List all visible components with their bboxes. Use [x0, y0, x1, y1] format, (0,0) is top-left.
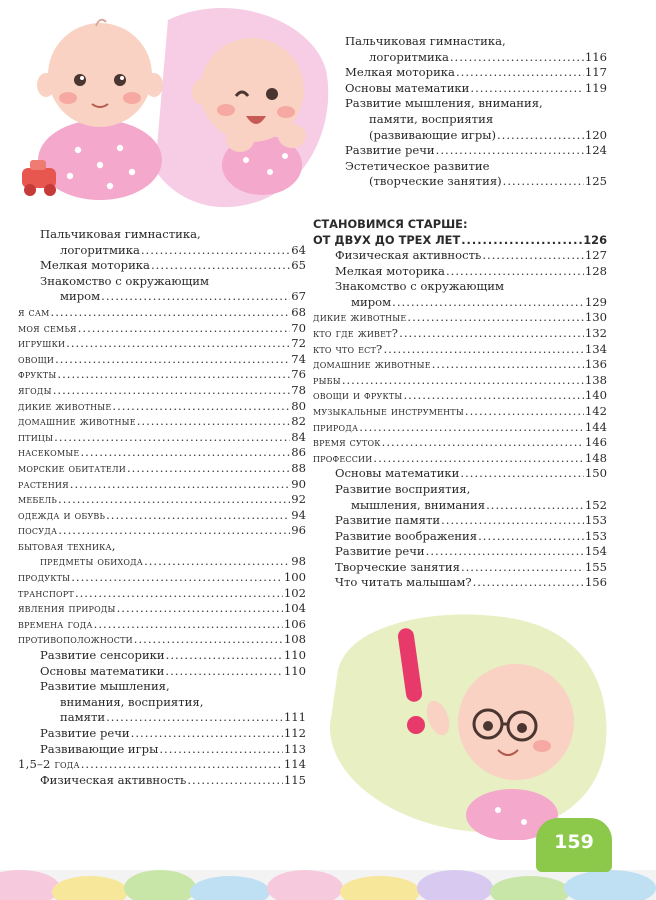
toc-entry [345, 81, 607, 97]
toc-entry-page: 114 [283, 757, 306, 772]
toc-entry-page: 155 [584, 559, 607, 574]
toc-entry-title: одежда и обувь [18, 507, 106, 522]
toc-entry-page: 84 [291, 429, 306, 444]
toc-entry-title: домашние животные [313, 357, 431, 372]
baby-with-glasses-illustration [320, 610, 630, 840]
toc-entry-title: Развитие речи [345, 143, 435, 158]
toc-entry-page: 74 [291, 351, 306, 366]
toc-entry [313, 466, 607, 482]
toc-leader-dots [441, 513, 584, 529]
toc-entry-title: Развитие мышления, [40, 679, 170, 694]
toc-entry-title: (творческие занятия) [369, 174, 502, 189]
toc-entry [18, 742, 306, 758]
toc-leader-dots [165, 664, 282, 680]
toc-entry-page: 64 [291, 242, 306, 257]
toc-entry [18, 586, 306, 602]
toc-entry [18, 258, 306, 274]
toc-entry [313, 560, 607, 576]
toc-entry-page: 153 [584, 528, 607, 543]
toc-entry [345, 34, 607, 50]
toc-entry-title: природа [313, 419, 359, 434]
toc-entry-page: 111 [283, 710, 306, 725]
toc-entry-title: домашние животные [18, 414, 136, 429]
toc-entry [313, 575, 607, 591]
toc-entry-title: Развивающие игры [40, 741, 159, 756]
toc-entry [313, 529, 607, 545]
toc-entry-page: 76 [291, 367, 306, 382]
toc-entry-title: продукты [18, 570, 71, 585]
toc-entry-title: овощи и фрукты [313, 388, 403, 403]
toc-entry-page: 152 [584, 497, 607, 512]
toc-entry-title: дикие животные [313, 310, 407, 325]
toc-leader-dots [134, 632, 283, 648]
toc-entry-title: 1,5–2 года [18, 757, 80, 772]
toc-column-right [313, 216, 607, 591]
toc-entry-title: время суток [313, 435, 381, 450]
toc-entry-page: 132 [584, 325, 607, 340]
toc-entry-page: 119 [584, 80, 607, 95]
toc-leader-dots [54, 430, 290, 446]
toc-leader-dots [403, 388, 583, 404]
toc-entry [18, 679, 306, 695]
toc-entry-title: явления природы [18, 601, 116, 616]
toc-entry-page: 70 [291, 320, 306, 335]
toc-leader-dots [106, 710, 283, 726]
toc-entry [313, 404, 607, 420]
toc-entry-title: Что читать малышам? [335, 575, 472, 590]
toc-entry-title: рыбы [313, 372, 341, 387]
baby-illustration-top [0, 0, 330, 215]
toc-leader-dots [75, 586, 283, 602]
toc-entry [313, 544, 607, 560]
toc-entry [313, 498, 607, 514]
toc-leader-dots [144, 554, 290, 570]
toc-entry [18, 243, 306, 259]
toc-entry-title: мышления, внимания [351, 497, 486, 512]
toc-entry [18, 601, 306, 617]
toc-entry [313, 420, 607, 436]
toc-entry [18, 757, 306, 773]
toc-entry-title: мебель [18, 492, 58, 507]
toc-leader-dots [407, 310, 583, 326]
toc-leader-dots [55, 352, 290, 368]
toc-entry [18, 399, 306, 415]
toc-leader-dots [94, 617, 283, 633]
toc-leader-dots [382, 435, 584, 451]
toc-entry-page: 128 [584, 263, 607, 278]
toc-leader-dots [127, 461, 290, 477]
toc-entry-page: 104 [283, 601, 306, 616]
toc-entry-page: 113 [283, 741, 306, 756]
toc-leader-dots [166, 648, 283, 664]
toc-entry [313, 513, 607, 529]
toc-entry-page: 88 [291, 460, 306, 475]
toc-leader-dots [151, 258, 290, 274]
toc-entry-title: кто где живет? [313, 325, 399, 340]
toc-entry-page: 127 [584, 248, 607, 262]
toc-entry-title: бытовая техника, [18, 538, 116, 553]
toc-entry-page: 67 [291, 289, 306, 304]
toc-entry-title: Развитие воображения [335, 528, 478, 543]
toc-entry [345, 65, 607, 81]
toc-entry-title: моя семья [18, 320, 77, 335]
toc-leader-dots [80, 445, 290, 461]
toc-entry [313, 216, 607, 232]
toc-entry-page: 150 [584, 466, 607, 481]
toc-leader-dots [432, 357, 584, 373]
toc-entry [18, 726, 306, 742]
toc-entry-page: 98 [291, 554, 306, 569]
toc-entry-title: дикие животные [18, 398, 112, 413]
toc-entry [18, 648, 306, 664]
toc-entry-page: 80 [291, 398, 306, 413]
toc-entry [313, 295, 607, 311]
toc-leader-dots [503, 174, 584, 190]
toc-entry-page: 110 [283, 663, 306, 678]
toc-column-top-right [345, 34, 607, 190]
toc-entry-title: Развитие восприятия, [335, 481, 471, 496]
toc-entry-page: 110 [283, 648, 306, 663]
toc-entry-title: (развивающие игры) [369, 127, 496, 142]
toc-leader-dots [53, 383, 291, 399]
toc-leader-dots [187, 773, 283, 789]
toc-entry-page: 136 [584, 357, 607, 372]
toc-column-left [18, 227, 306, 788]
sitting-baby-icon [22, 20, 163, 200]
toc-entry [345, 96, 607, 112]
toc-entry [18, 710, 306, 726]
toc-entry-title: Творческие занятия [335, 559, 460, 574]
toc-entry-title: Основы математики [345, 80, 470, 95]
toc-entry-page: 146 [584, 435, 607, 450]
toc-entry [345, 159, 607, 175]
toc-entry-page: 65 [291, 258, 306, 273]
toc-leader-dots [117, 601, 283, 617]
toc-entry [313, 482, 607, 498]
toc-entry-page: 156 [584, 575, 607, 590]
toc-entry-page: 144 [584, 419, 607, 434]
toc-leader-dots [383, 342, 583, 358]
toc-entry-title: СТАНОВИМСЯ СТАРШЕ: [313, 217, 468, 231]
toc-entry-title: Развитие сенсорики [40, 648, 165, 663]
toc-entry-page: 148 [584, 450, 607, 465]
toc-entry [18, 383, 306, 399]
toc-entry-title: противоположности [18, 632, 133, 647]
toc-entry [18, 274, 306, 290]
toc-entry [345, 174, 607, 190]
toc-entry-page: 78 [291, 382, 306, 397]
toc-leader-dots [137, 414, 290, 430]
toc-leader-dots [58, 492, 290, 508]
toc-entry-page: 117 [584, 65, 607, 80]
toc-entry-title: миром [60, 289, 101, 304]
toc-entry-page: 102 [283, 585, 306, 600]
toc-leader-dots [465, 404, 584, 420]
toc-leader-dots [461, 232, 582, 248]
toc-entry-title: Знакомство с окружающим [335, 279, 505, 294]
toc-entry-title: птицы [18, 429, 54, 444]
toc-leader-dots [450, 50, 584, 66]
toc-entry-title: логоритмика [369, 49, 449, 64]
toc-entry-title: ягоды [18, 382, 52, 397]
toc-entry [18, 352, 306, 368]
toc-entry-title: Развитие мышления, внимания, [345, 96, 543, 111]
toc-entry-page: 153 [584, 513, 607, 528]
toc-entry-page: 115 [283, 772, 306, 787]
toc-entry-page: 68 [291, 304, 306, 319]
toc-entry-page: 86 [291, 445, 306, 460]
toc-entry [18, 305, 306, 321]
toc-leader-dots [460, 466, 583, 482]
toc-leader-dots [359, 420, 584, 436]
toc-leader-dots [399, 326, 584, 342]
toc-entry-title: миром [351, 294, 392, 309]
toc-leader-dots [131, 726, 283, 742]
toc-entry-page: 134 [584, 341, 607, 356]
toc-leader-dots [106, 508, 290, 524]
toc-entry [18, 554, 306, 570]
toc-entry [18, 523, 306, 539]
toc-entry-title: посуда [18, 523, 58, 538]
toc-entry-page: 129 [584, 294, 607, 309]
toc-entry-title: овощи [18, 351, 55, 366]
toc-entry-title: внимания, восприятия, [60, 694, 204, 709]
toc-leader-dots [426, 544, 584, 560]
toc-leader-dots [159, 742, 283, 758]
toc-entry-title: Знакомство с окружающим [40, 273, 210, 288]
toc-entry [18, 492, 306, 508]
toc-entry-page: 96 [291, 523, 306, 538]
toc-entry-title: морские обитатели [18, 460, 126, 475]
toc-entry-title: Мелкая моторика [345, 65, 455, 80]
toc-entry-title: Мелкая моторика [335, 263, 445, 278]
toc-leader-dots [57, 367, 290, 383]
toc-entry [313, 232, 607, 248]
toc-entry-title: растения [18, 476, 69, 491]
toc-entry [313, 357, 607, 373]
toc-entry-page: 154 [584, 544, 607, 559]
toc-entry-page: 120 [584, 127, 607, 142]
toc-leader-dots [51, 305, 291, 321]
toc-entry-page: 116 [584, 49, 607, 64]
toc-entry [313, 310, 607, 326]
toc-entry-title: кто что ест? [313, 341, 383, 356]
toc-leader-dots [66, 336, 290, 352]
toc-entry-title: памяти, восприятия [369, 111, 494, 126]
toc-entry [313, 373, 607, 389]
toc-entry-page: 125 [584, 174, 607, 189]
toc-leader-dots [392, 295, 584, 311]
toc-entry [18, 617, 306, 633]
toc-entry [18, 336, 306, 352]
toc-entry-title: насекомые [18, 445, 80, 460]
toc-entry-title: Развитие памяти [335, 513, 441, 528]
toc-entry-title: игрушки [18, 336, 66, 351]
toc-entry-title: я сам [18, 304, 50, 319]
toc-entry-page: 126 [583, 233, 607, 247]
toc-entry [345, 50, 607, 66]
toc-entry-page: 92 [291, 492, 306, 507]
toc-entry [18, 367, 306, 383]
toc-leader-dots [58, 523, 290, 539]
toc-entry [18, 445, 306, 461]
toc-entry [313, 279, 607, 295]
toc-entry [18, 632, 306, 648]
toc-entry-page: 94 [291, 507, 306, 522]
toc-entry-title: Мелкая моторика [40, 258, 150, 273]
toc-entry-title: Эстетическое развитие [345, 158, 490, 173]
toc-leader-dots [486, 498, 584, 514]
toc-leader-dots [373, 451, 583, 467]
toc-entry-title: Физическая активность [40, 772, 187, 787]
toc-entry-title: фрукты [18, 367, 57, 382]
toc-leader-dots [456, 65, 584, 81]
toc-entry-title: предметы обихода [40, 554, 144, 569]
toc-leader-dots [70, 477, 290, 493]
toc-entry-title: профессии [313, 450, 373, 465]
toc-entry [18, 414, 306, 430]
toc-leader-dots [141, 243, 290, 259]
toc-entry-page: 106 [283, 616, 306, 631]
toc-entry [18, 508, 306, 524]
toc-entry-title: времена года [18, 616, 93, 631]
toc-entry-title: памяти [60, 710, 106, 725]
toc-entry [345, 128, 607, 144]
toc-leader-dots [470, 81, 583, 97]
toc-entry [18, 477, 306, 493]
toc-entry-title: Пальчиковая гимнастика, [345, 34, 506, 48]
toc-entry-title: Основы математики [40, 663, 165, 678]
toc-leader-dots [436, 143, 584, 159]
toc-entry [18, 570, 306, 586]
toc-entry [313, 451, 607, 467]
toc-entry-title: Основы математики [335, 466, 460, 481]
toc-entry-title: ОТ ДВУХ ДО ТРЕХ ЛЕТ [313, 233, 461, 247]
toc-entry [345, 143, 607, 159]
toc-entry-page: 82 [291, 414, 306, 429]
toc-entry-title: транспорт [18, 585, 74, 600]
page-number: 159 [536, 818, 612, 872]
toc-leader-dots [342, 373, 584, 389]
toc-entry [18, 664, 306, 680]
toc-leader-dots [497, 128, 584, 144]
toc-leader-dots [78, 321, 291, 337]
toc-entry [18, 773, 306, 789]
toc-entry-page: 72 [291, 336, 306, 351]
toc-leader-dots [461, 560, 584, 576]
toc-entry [313, 435, 607, 451]
toc-entry [313, 326, 607, 342]
toc-entry [18, 289, 306, 305]
toc-entry-page: 100 [283, 570, 306, 585]
toc-entry [18, 430, 306, 446]
toc-entry-title: логоритмика [60, 242, 140, 257]
toc-leader-dots [478, 529, 584, 545]
toc-entry-page: 112 [283, 726, 306, 740]
toc-entry-title: Развитие речи [40, 726, 130, 740]
toc-leader-dots [482, 248, 584, 264]
toc-entry-page: 108 [283, 632, 306, 647]
toc-entry [313, 388, 607, 404]
toc-entry-page: 138 [584, 372, 607, 387]
toc-entry-title: музыкальные инструменты [313, 403, 464, 418]
toc-entry [313, 264, 607, 280]
toc-leader-dots [112, 399, 290, 415]
toc-entry-page: 124 [584, 143, 607, 158]
toc-leader-dots [81, 757, 283, 773]
toc-entry [18, 227, 306, 243]
toc-entry-title: Пальчиковая гимнастика, [40, 227, 201, 241]
toc-entry [345, 112, 607, 128]
toc-entry [18, 695, 306, 711]
toc-entry [18, 539, 306, 555]
toc-entry [18, 461, 306, 477]
toc-leader-dots [71, 570, 283, 586]
toc-entry-page: 90 [291, 476, 306, 491]
toc-entry-title: Развитие речи [335, 544, 425, 559]
toc-entry-title: Физическая активность [335, 248, 482, 262]
toc-entry [313, 248, 607, 264]
toc-leader-dots [446, 264, 584, 280]
toc-leader-dots [101, 289, 290, 305]
toc-entry-page: 130 [584, 310, 607, 325]
toc-entry [313, 342, 607, 358]
toc-leader-dots [473, 575, 584, 591]
toc-entry-page: 140 [584, 388, 607, 403]
toc-entry [18, 321, 306, 337]
toc-entry-page: 142 [584, 403, 607, 418]
